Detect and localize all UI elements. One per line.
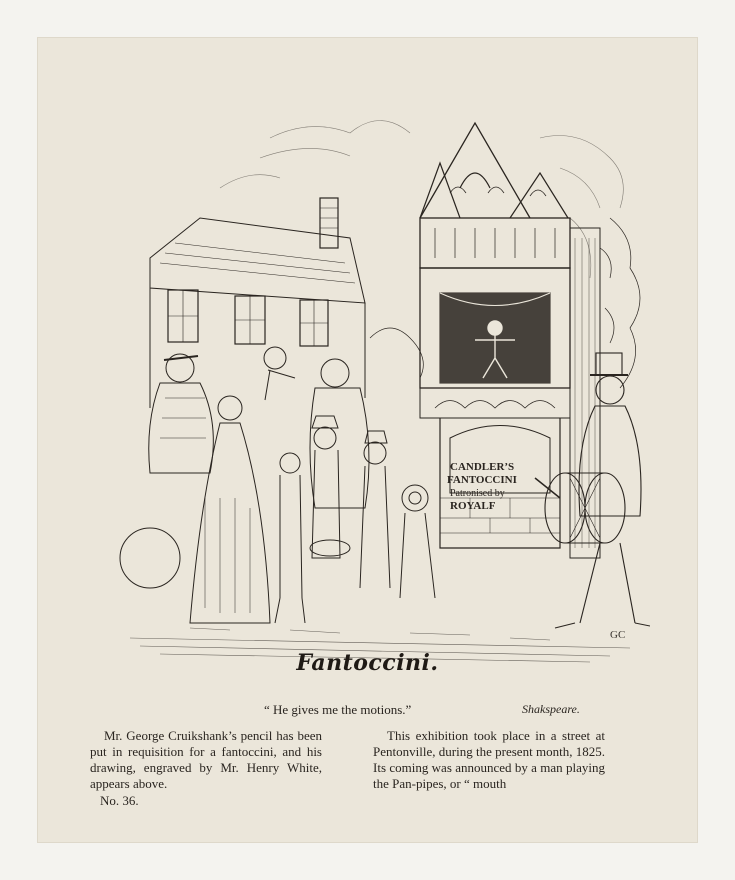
crowd-figures [120, 347, 435, 623]
booth-sign-line-1: CANDLER’S [450, 461, 515, 473]
left-column [90, 728, 322, 809]
booth-sign-line-4: ROYALF [450, 500, 496, 512]
booth-sign-line-3: Patronised by [450, 488, 505, 499]
puppet-booth [420, 123, 600, 558]
right-column-paragraph: This exhibition took place in a street at Pentonville, during the present month, 1825. Its coming was announced by a man playing the Pan-pipes, or “ mouth [373, 728, 605, 791]
issue-number: No. 36. [100, 793, 139, 808]
fantoccini-engraving [90, 78, 650, 668]
house-building [150, 198, 365, 408]
sky-hatching [220, 121, 623, 279]
left-column-paragraph: Mr. George Cruikshank’s pencil has been put in requisition for a fantoccini, and his drawing, engraved by Mr. Henry White, appears above. [90, 728, 322, 791]
engraving-illustration [90, 78, 650, 668]
booth-sign-line-2: FANTOCCINI [447, 474, 517, 486]
page-sheet [38, 38, 697, 842]
artist-signature: GC [610, 629, 626, 641]
drummer-figure [535, 353, 650, 628]
epigraph-attribution: Shakspeare. [522, 702, 580, 716]
right-column [373, 728, 605, 792]
page-title: Fantoccini. [296, 650, 439, 676]
epigraph-quote: “ He gives me the motions.” [264, 702, 412, 717]
